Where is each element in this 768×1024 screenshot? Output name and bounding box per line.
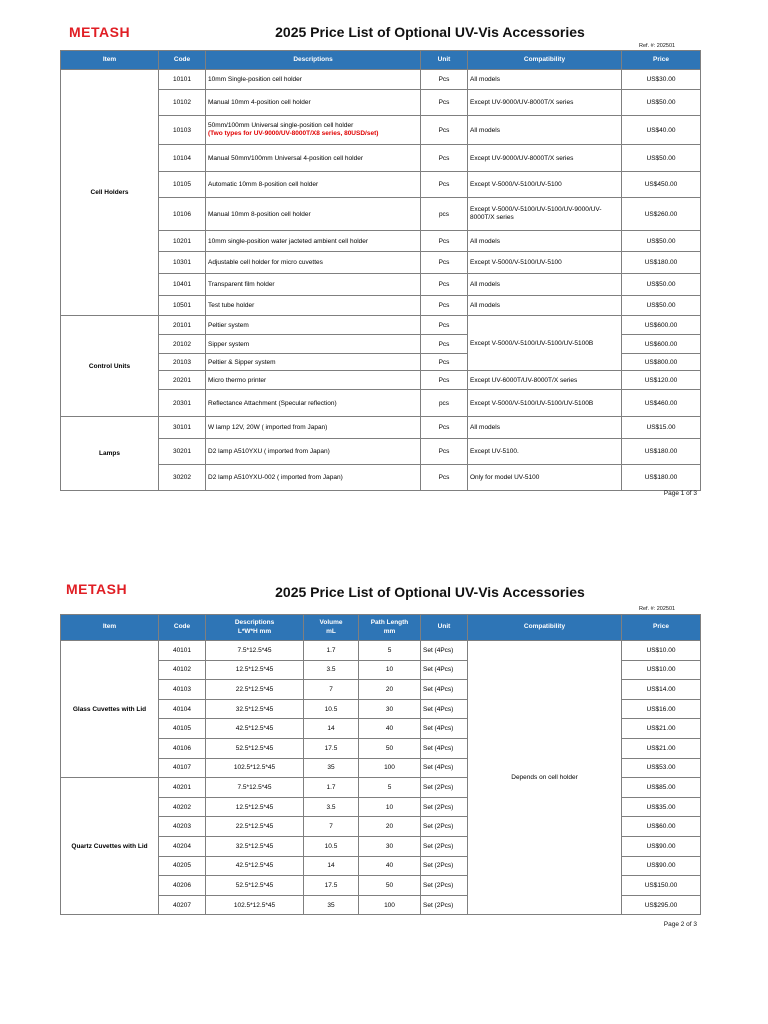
price-cell: US$180.00	[622, 439, 701, 465]
cuvettes-price-table	[60, 614, 701, 915]
compatibility-cell: Except UV-9000/UV-8000T/X series	[468, 145, 622, 172]
compatibility-cell: All models	[468, 231, 622, 252]
volume-cell: 35	[304, 758, 359, 778]
unit-cell: Set (4Pcs)	[421, 738, 468, 758]
code-cell: 10103	[159, 116, 206, 145]
price-cell: US$10.00	[622, 641, 701, 661]
path-length-cell: 20	[359, 680, 421, 700]
description-cell	[206, 116, 421, 145]
compatibility-cell: All models	[468, 417, 622, 439]
code-cell: 20103	[159, 354, 206, 371]
header-descriptions	[206, 615, 304, 641]
brand-logo: METASH	[69, 24, 131, 40]
header-compatibility: Compatibility	[468, 615, 622, 641]
table-header-row	[61, 51, 701, 70]
price-cell: US$180.00	[622, 252, 701, 274]
description-cell: Peltier system	[206, 316, 421, 335]
price-cell: US$50.00	[622, 296, 701, 316]
description-cell: 12.5*12.5*45	[206, 660, 304, 680]
unit-cell: Set (2Pcs)	[421, 876, 468, 896]
path-length-cell: 50	[359, 876, 421, 896]
code-cell: 10102	[159, 90, 206, 116]
compatibility-cell: Except UV-5100.	[468, 439, 622, 465]
description-cell: 52.5*12.5*45	[206, 738, 304, 758]
reference-number: Ref. #: 202501	[639, 43, 676, 49]
unit-cell: Pcs	[421, 252, 468, 274]
unit-cell: Pcs	[421, 417, 468, 439]
description-cell: D2 lamp A510YXU-002 ( imported from Japan)	[206, 465, 421, 491]
description-cell: 32.5*12.5*45	[206, 699, 304, 719]
unit-cell: Pcs	[421, 296, 468, 316]
compatibility-cell: Except V-5000/V-5100/UV-5100	[468, 252, 622, 274]
path-length-cell: 100	[359, 758, 421, 778]
price-cell: US$800.00	[622, 354, 701, 371]
code-cell: 10301	[159, 252, 206, 274]
code-cell: 20102	[159, 335, 206, 354]
header-unit: Unit	[421, 51, 468, 70]
code-cell: 40202	[159, 797, 206, 817]
price-cell: US$295.00	[622, 895, 701, 915]
path-length-cell: 5	[359, 641, 421, 661]
compatibility-cell: All models	[468, 116, 622, 145]
price-cell: US$85.00	[622, 778, 701, 798]
description-cell: Test tube holder	[206, 296, 421, 316]
unit-cell: Pcs	[421, 335, 468, 354]
description-cell: Manual 10mm 8-position cell holder	[206, 198, 421, 231]
volume-cell: 1.7	[304, 778, 359, 798]
description-note: (Two types for UV-9000/UV-8000T/X8 series, 80USD/set)	[208, 130, 379, 137]
header-descriptions-unit: L*W*H mm	[237, 627, 272, 635]
unit-cell: Pcs	[421, 354, 468, 371]
brand-logo: METASH	[66, 581, 128, 597]
header-path-length	[359, 615, 421, 641]
price-cell: US$600.00	[622, 335, 701, 354]
price-cell: US$50.00	[622, 145, 701, 172]
description-cell: 10mm single-position water jacteted ambient cell holder	[206, 231, 421, 252]
header-code: Code	[159, 615, 206, 641]
header-descriptions: Descriptions	[206, 51, 421, 70]
price-cell: US$40.00	[622, 116, 701, 145]
price-cell: US$150.00	[622, 876, 701, 896]
volume-cell: 35	[304, 895, 359, 915]
unit-cell: Pcs	[421, 231, 468, 252]
code-cell: 40201	[159, 778, 206, 798]
compatibility-cell: Except V-5000/V-5100/UV-5100/UV-9000/UV-8000T/X series	[468, 198, 622, 231]
price-cell: US$15.00	[622, 417, 701, 439]
code-cell: 40105	[159, 719, 206, 739]
page-number: Page 2 of 3	[663, 921, 697, 928]
price-cell: US$450.00	[622, 172, 701, 198]
unit-cell: Set (2Pcs)	[421, 778, 468, 798]
header-compatibility: Compatibility	[468, 51, 622, 70]
volume-cell: 10.5	[304, 699, 359, 719]
description-cell: Manual 50mm/100mm Universal 4-position cell holder	[206, 145, 421, 172]
description-cell: 32.5*12.5*45	[206, 836, 304, 856]
page-title: 2025 Price List of Optional UV-Vis Accessories	[275, 24, 585, 40]
compatibility-cell: All models	[468, 296, 622, 316]
group-cell-holders: Cell Holders	[61, 70, 159, 316]
unit-cell: Pcs	[421, 316, 468, 335]
description-cell: Sipper system	[206, 335, 421, 354]
unit-cell: Pcs	[421, 465, 468, 491]
code-cell: 20101	[159, 316, 206, 335]
compatibility-cell: All models	[468, 274, 622, 296]
unit-cell: Set (4Pcs)	[421, 641, 468, 661]
code-cell: 10401	[159, 274, 206, 296]
path-length-cell: 10	[359, 660, 421, 680]
price-cell: US$21.00	[622, 738, 701, 758]
code-cell: 20201	[159, 371, 206, 390]
unit-cell: Set (4Pcs)	[421, 699, 468, 719]
code-cell: 40103	[159, 680, 206, 700]
volume-cell: 7	[304, 680, 359, 700]
description-cell: 7.5*12.5*45	[206, 778, 304, 798]
description-cell: Micro thermo printer	[206, 371, 421, 390]
accessories-price-table	[60, 50, 701, 491]
table-row	[61, 417, 701, 439]
price-cell: US$50.00	[622, 274, 701, 296]
header-item: Item	[61, 51, 159, 70]
volume-cell: 3.5	[304, 660, 359, 680]
description-cell: Adjustable cell holder for micro cuvettes	[206, 252, 421, 274]
compatibility-cell: Except V-5000/V-5100/UV-5100/UV-5100B	[468, 390, 622, 417]
description-cell: Automatic 10mm 8-position cell holder	[206, 172, 421, 198]
unit-cell: Pcs	[421, 116, 468, 145]
group-control-units: Control Units	[61, 316, 159, 417]
code-cell: 10104	[159, 145, 206, 172]
group-quartz-cuvettes: Quartz Cuvettes with Lid	[61, 778, 159, 915]
description-cell: 102.5*12.5*45	[206, 758, 304, 778]
price-cell: US$90.00	[622, 856, 701, 876]
description-cell: 7.5*12.5*45	[206, 641, 304, 661]
description-cell: 12.5*12.5*45	[206, 797, 304, 817]
code-cell: 20301	[159, 390, 206, 417]
path-length-cell: 40	[359, 719, 421, 739]
unit-cell: Set (2Pcs)	[421, 836, 468, 856]
code-cell: 40203	[159, 817, 206, 837]
unit-cell: pcs	[421, 198, 468, 231]
group-glass-cuvettes: Glass Cuvettes with Lid	[61, 641, 159, 778]
code-cell: 40107	[159, 758, 206, 778]
description-cell: 102.5*12.5*45	[206, 895, 304, 915]
unit-cell: Pcs	[421, 439, 468, 465]
code-cell: 40106	[159, 738, 206, 758]
volume-cell: 17.5	[304, 876, 359, 896]
code-cell: 30201	[159, 439, 206, 465]
price-cell: US$460.00	[622, 390, 701, 417]
compatibility-cell: Only for model UV-5100	[468, 465, 622, 491]
header-path-length-unit: mm	[383, 627, 396, 635]
unit-cell: Set (4Pcs)	[421, 660, 468, 680]
description-cell: Reflectance Attachment (Specular reflection)	[206, 390, 421, 417]
unit-cell: Set (2Pcs)	[421, 895, 468, 915]
price-cell: US$50.00	[622, 231, 701, 252]
price-cell: US$600.00	[622, 316, 701, 335]
code-cell: 40205	[159, 856, 206, 876]
compatibility-cell: Except UV-6000T/UV-8000T/X series	[468, 371, 622, 390]
header-volume	[304, 615, 359, 641]
code-cell: 40206	[159, 876, 206, 896]
path-length-cell: 10	[359, 797, 421, 817]
description-cell: Transparent film holder	[206, 274, 421, 296]
path-length-cell: 20	[359, 817, 421, 837]
reference-number: Ref. #: 202501	[639, 606, 676, 612]
volume-cell: 1.7	[304, 641, 359, 661]
price-cell: US$35.00	[622, 797, 701, 817]
price-cell: US$10.00	[622, 660, 701, 680]
description-cell: D2 lamp A510YXU ( imported from Japan)	[206, 439, 421, 465]
code-cell: 40104	[159, 699, 206, 719]
volume-cell: 17.5	[304, 738, 359, 758]
unit-cell: Pcs	[421, 172, 468, 198]
code-cell: 10105	[159, 172, 206, 198]
code-cell: 30202	[159, 465, 206, 491]
unit-cell: pcs	[421, 390, 468, 417]
compatibility-cell: Except V-5000/V-5100/UV-5100/UV-5100B	[468, 316, 622, 371]
header-descriptions-label: Descriptions	[234, 619, 275, 627]
unit-cell: Pcs	[421, 90, 468, 116]
volume-cell: 10.5	[304, 836, 359, 856]
table-row	[61, 70, 701, 90]
header-item: Item	[61, 615, 159, 641]
unit-cell: Set (4Pcs)	[421, 680, 468, 700]
volume-cell: 14	[304, 719, 359, 739]
path-length-cell: 5	[359, 778, 421, 798]
description-cell: 42.5*12.5*45	[206, 719, 304, 739]
volume-cell: 3.5	[304, 797, 359, 817]
page-number: Page 1 of 3	[663, 490, 697, 497]
description-cell: 10mm Single-position cell holder	[206, 70, 421, 90]
code-cell: 10201	[159, 231, 206, 252]
price-cell: US$120.00	[622, 371, 701, 390]
price-cell: US$14.00	[622, 680, 701, 700]
header-volume-label: Volume	[319, 619, 343, 627]
description-text: 50mm/100mm Universal single-position cell holder	[208, 121, 354, 129]
price-cell: US$16.00	[622, 699, 701, 719]
unit-cell: Set (2Pcs)	[421, 817, 468, 837]
path-length-cell: 50	[359, 738, 421, 758]
unit-cell: Set (2Pcs)	[421, 856, 468, 876]
price-cell: US$21.00	[622, 719, 701, 739]
price-cell: US$180.00	[622, 465, 701, 491]
price-cell: US$50.00	[622, 90, 701, 116]
table-row	[61, 316, 701, 335]
code-cell: 40102	[159, 660, 206, 680]
path-length-cell: 100	[359, 895, 421, 915]
compatibility-cell: All models	[468, 70, 622, 90]
unit-cell: Pcs	[421, 371, 468, 390]
price-cell: US$260.00	[622, 198, 701, 231]
price-cell: US$53.00	[622, 758, 701, 778]
description-cell: Manual 10mm 4-position cell holder	[206, 90, 421, 116]
code-cell: 10501	[159, 296, 206, 316]
unit-cell: Set (4Pcs)	[421, 719, 468, 739]
description-cell: W lamp 12V, 20W ( imported from Japan)	[206, 417, 421, 439]
group-lamps: Lamps	[61, 417, 159, 491]
path-length-cell: 30	[359, 699, 421, 719]
description-cell: 52.5*12.5*45	[206, 876, 304, 896]
price-cell: US$30.00	[622, 70, 701, 90]
compatibility-cell: Except UV-9000/UV-8000T/X series	[468, 90, 622, 116]
description-cell: 22.5*12.5*45	[206, 680, 304, 700]
volume-cell: 14	[304, 856, 359, 876]
description-cell: 42.5*12.5*45	[206, 856, 304, 876]
price-cell: US$90.00	[622, 836, 701, 856]
path-length-cell: 30	[359, 836, 421, 856]
header-price: Price	[622, 51, 701, 70]
header-volume-unit: mL	[326, 627, 336, 635]
header-price: Price	[622, 615, 701, 641]
price-cell: US$60.00	[622, 817, 701, 837]
page-title: 2025 Price List of Optional UV-Vis Accessories	[275, 584, 585, 600]
code-cell: 40207	[159, 895, 206, 915]
cuvettes-table-body	[61, 641, 701, 915]
description-cell: 22.5*12.5*45	[206, 817, 304, 837]
unit-cell: Pcs	[421, 274, 468, 296]
table-row	[61, 641, 701, 661]
volume-cell: 7	[304, 817, 359, 837]
header-path-length-label: Path Length	[370, 619, 409, 627]
code-cell: 10106	[159, 198, 206, 231]
code-cell: 30101	[159, 417, 206, 439]
code-cell: 40204	[159, 836, 206, 856]
code-cell: 40101	[159, 641, 206, 661]
description-cell: Peltier & Sipper system	[206, 354, 421, 371]
unit-cell: Pcs	[421, 145, 468, 172]
path-length-cell: 40	[359, 856, 421, 876]
compatibility-cell: Except V-5000/V-5100/UV-5100	[468, 172, 622, 198]
compatibility-cell: Depends on cell holder	[468, 641, 622, 915]
table-header-row	[61, 615, 701, 641]
unit-cell: Set (2Pcs)	[421, 797, 468, 817]
code-cell: 10101	[159, 70, 206, 90]
unit-cell: Pcs	[421, 70, 468, 90]
unit-cell: Set (4Pcs)	[421, 758, 468, 778]
header-unit: Unit	[421, 615, 468, 641]
header-code: Code	[159, 51, 206, 70]
